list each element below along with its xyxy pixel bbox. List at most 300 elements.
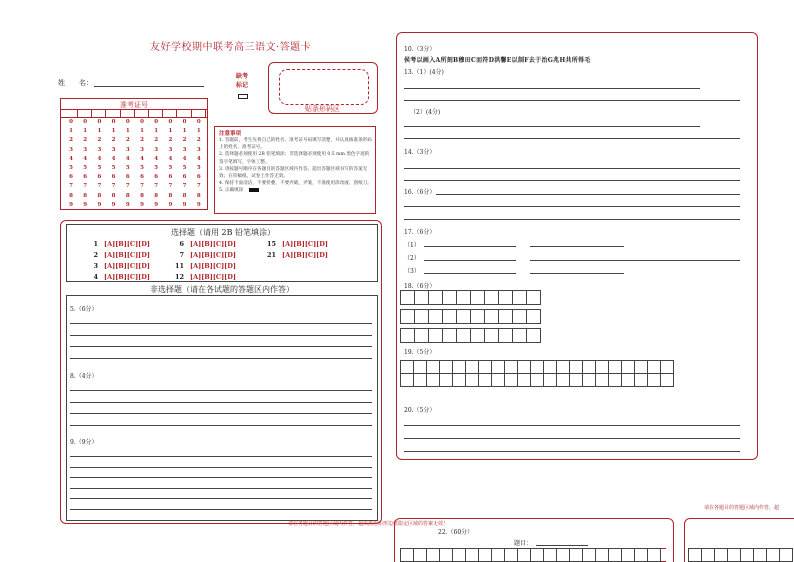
grid-cell[interactable] (647, 373, 661, 387)
grid-cell[interactable] (470, 328, 485, 343)
choice-options[interactable]: [A][B][C][D] (190, 262, 236, 270)
grid-cell[interactable] (452, 360, 466, 374)
choice-options[interactable]: [A][B][C][D] (190, 273, 236, 281)
exam-id-digit[interactable]: 9 (168, 201, 173, 208)
grid-cell[interactable] (517, 548, 531, 562)
exam-id-digit[interactable]: 9 (182, 201, 187, 208)
grid-cell[interactable] (400, 328, 415, 343)
exam-id-digit[interactable]: 0 (83, 119, 88, 125)
grid-cell[interactable] (498, 328, 513, 343)
notice-item-4: 4. 保持卡面清洁，不要折叠、不要弄破、弄皱，不准使用涂改液、刮纸刀。 (219, 181, 372, 187)
grid-cell[interactable] (556, 548, 570, 562)
answer-line[interactable] (70, 425, 372, 426)
q17-label: 17.（6分） (404, 229, 436, 236)
grid-cell[interactable] (413, 360, 427, 374)
exam-id-column[interactable] (65, 118, 77, 210)
exam-id-digit[interactable]: 6 (196, 174, 201, 181)
absent-mark-line1: 缺考 (236, 73, 249, 80)
answer-line[interactable] (70, 323, 372, 324)
grid-cell[interactable] (400, 290, 415, 305)
exam-id-column[interactable] (150, 118, 162, 210)
grid-cell[interactable] (647, 548, 661, 562)
exam-id-digit[interactable]: 5 (69, 165, 73, 172)
exam-id-digit[interactable]: 3 (83, 146, 88, 153)
footer-warning-right: 请在各题目的答题区域内作答，超 (704, 505, 780, 511)
q18-label: 18.（6分） (404, 283, 436, 290)
exam-id-digit[interactable]: 4 (168, 155, 173, 162)
grid-cell[interactable] (530, 360, 544, 374)
exam-id-digit[interactable]: 5 (154, 165, 159, 172)
grid-cell[interactable] (504, 373, 518, 387)
page-title: 友好学校期中联考高三语文·答题卡 (150, 42, 312, 53)
q17-sub2: （2） (404, 255, 420, 262)
grid-cell[interactable] (484, 309, 499, 324)
grid-cell[interactable] (400, 548, 414, 562)
exam-id-digit[interactable]: 9 (69, 201, 73, 208)
q9-label: 9.（9分） (70, 439, 98, 446)
exam-id-digit[interactable]: 0 (182, 119, 187, 125)
exam-id-digit[interactable]: 6 (140, 174, 144, 181)
grid-cell[interactable] (428, 309, 443, 324)
exam-id-digit[interactable]: 4 (111, 155, 116, 162)
exam-id-grid (60, 98, 208, 210)
grid-cell[interactable] (660, 373, 674, 387)
grid-cell[interactable] (414, 290, 429, 305)
exam-id-cell-divider (162, 109, 163, 117)
exam-id-digit[interactable]: 6 (97, 174, 102, 181)
exam-id-digit[interactable]: 3 (182, 146, 187, 153)
exam-id-digit[interactable]: 9 (125, 201, 130, 208)
exam-id-digit[interactable]: 1 (182, 128, 187, 135)
grid-cell[interactable] (595, 360, 609, 374)
q5-label: 5.（6分） (70, 306, 98, 313)
grid-cell[interactable] (701, 548, 715, 562)
exam-id-digit[interactable]: 6 (182, 174, 187, 181)
exam-id-digit[interactable]: 1 (111, 128, 116, 135)
grid-cell[interactable] (595, 548, 609, 562)
exam-id-digit[interactable]: 1 (125, 128, 130, 135)
choice-row[interactable] (174, 273, 236, 281)
exam-id-cell-divider (91, 109, 92, 117)
grid-cell[interactable] (484, 328, 499, 343)
grid-cell[interactable] (595, 373, 609, 387)
exam-id-column[interactable] (108, 118, 120, 210)
grid-cell[interactable] (491, 548, 505, 562)
q10-text[interactable]: 侯考以画入A所刻B穆田C而符D洪馨E以制F去于治G兆H共所得毛 (404, 57, 591, 64)
choice-number: 7 (179, 251, 184, 259)
exam-id-cell-divider (176, 109, 177, 117)
grid-cell[interactable] (569, 548, 583, 562)
grid-cell[interactable] (517, 373, 531, 387)
grid-cell[interactable] (400, 309, 415, 324)
exam-id-digit[interactable]: 6 (111, 174, 116, 181)
grid-cell[interactable] (504, 360, 518, 374)
grid-cell[interactable] (543, 548, 557, 562)
exam-id-digit[interactable]: 7 (140, 183, 144, 190)
exam-id-digit[interactable]: 5 (182, 165, 187, 172)
choice-row[interactable] (266, 240, 328, 248)
exam-id-digit[interactable]: 9 (140, 201, 144, 208)
grid-cell[interactable] (442, 328, 457, 343)
exam-id-digit[interactable]: 2 (125, 137, 130, 144)
grid-cell[interactable] (608, 373, 622, 387)
grid-cell[interactable] (465, 548, 479, 562)
notice-box (214, 126, 376, 214)
exam-id-digit[interactable]: 4 (196, 155, 201, 162)
answer-line[interactable] (70, 456, 372, 457)
exam-id-cell-divider (191, 109, 192, 117)
exam-id-column[interactable] (122, 118, 134, 210)
filled-sample-icon (249, 188, 259, 192)
grid-cell[interactable] (582, 373, 596, 387)
exam-id-digit[interactable]: 9 (154, 201, 159, 208)
exam-id-digit[interactable]: 2 (140, 137, 144, 144)
grid-cell[interactable] (543, 360, 557, 374)
choice-options[interactable]: [A][B][C][D] (104, 240, 150, 248)
choice-options[interactable]: [A][B][C][D] (104, 273, 150, 281)
exam-id-digit[interactable]: 2 (168, 137, 173, 144)
choice-options[interactable]: [A][B][C][D] (104, 251, 150, 259)
grid-cell[interactable] (439, 373, 453, 387)
exam-id-digit[interactable]: 2 (196, 137, 201, 144)
grid-cell[interactable] (647, 360, 661, 374)
grid-cell[interactable] (470, 309, 485, 324)
choice-number: 3 (93, 262, 98, 270)
answer-line[interactable] (70, 488, 372, 489)
exam-id-digit[interactable]: 0 (154, 119, 159, 125)
absent-mark-box[interactable] (238, 94, 248, 99)
choice-row[interactable] (88, 240, 150, 248)
exam-id-digit[interactable]: 5 (125, 165, 130, 172)
exam-id-digit[interactable]: 3 (196, 146, 201, 153)
grid-cell[interactable] (727, 548, 741, 562)
answer-line[interactable] (70, 390, 372, 391)
grid-cell[interactable] (452, 548, 466, 562)
grid-cell[interactable] (634, 548, 648, 562)
choice-number: 2 (93, 251, 98, 259)
notice-title: 注意事项 (219, 131, 242, 137)
answer-line[interactable] (70, 413, 372, 414)
grid-cell[interactable] (456, 309, 471, 324)
grid-cell[interactable] (582, 360, 596, 374)
choice-row[interactable] (174, 262, 236, 270)
notice-item-3: 3. 请按题号顺序在各题目的答题区域内作答，超出答题区域书写的答案无效；在草稿纸、试卷上作答无效。 (219, 166, 368, 180)
exam-id-cell-divider (148, 109, 149, 117)
exam-id-digit[interactable]: 6 (125, 174, 130, 181)
exam-id-digit[interactable]: 4 (154, 155, 159, 162)
choice-options[interactable]: [A][B][C][D] (190, 240, 236, 248)
grid-cell[interactable] (569, 373, 583, 387)
answer-line[interactable] (70, 467, 372, 468)
exam-id-digit[interactable]: 7 (97, 183, 102, 190)
exam-id-digit[interactable]: 5 (168, 165, 173, 172)
exam-id-digit[interactable]: 6 (83, 174, 88, 181)
exam-id-digit[interactable]: 7 (69, 183, 73, 190)
grid-cell[interactable] (634, 360, 648, 374)
exam-id-digit[interactable]: 5 (83, 165, 88, 172)
answer-line[interactable] (70, 477, 372, 478)
choice-row[interactable] (88, 251, 150, 259)
exam-id-digit[interactable]: 5 (196, 165, 201, 172)
choice-title: 选择题（请用 2B 铅笔填涂） (170, 228, 276, 237)
grid-cell[interactable] (442, 309, 457, 324)
barcode-label: 贴条形码区 (305, 105, 340, 113)
barcode-inner-dashed (279, 69, 369, 105)
grid-cell[interactable] (779, 548, 793, 562)
grid-cell[interactable] (439, 548, 453, 562)
exam-id-digit[interactable]: 7 (168, 183, 173, 190)
grid-cell[interactable] (456, 328, 471, 343)
grid-cell[interactable] (582, 548, 596, 562)
grid-cell[interactable] (517, 360, 531, 374)
exam-id-digit[interactable]: 8 (182, 192, 187, 199)
grid-cell[interactable] (766, 548, 780, 562)
exam-id-digit[interactable]: 4 (83, 155, 88, 162)
exam-id-digit[interactable]: 0 (125, 119, 130, 125)
exam-id-digit[interactable]: 5 (111, 165, 116, 172)
exam-id-digit[interactable]: 2 (97, 137, 102, 144)
exam-id-digit[interactable]: 7 (83, 183, 88, 190)
grid-cell[interactable] (491, 373, 505, 387)
q17-sub1: （1） (404, 242, 420, 249)
exam-id-digit[interactable]: 7 (182, 183, 187, 190)
exam-id-digit[interactable]: 2 (111, 137, 116, 144)
exam-id-digit[interactable]: 0 (111, 119, 116, 125)
grid-cell[interactable] (556, 373, 570, 387)
answer-line[interactable] (70, 346, 372, 347)
q20-label: 20.（5分） (404, 407, 436, 414)
exam-id-digit[interactable]: 3 (140, 146, 144, 153)
exam-id-digit[interactable]: 8 (125, 192, 130, 199)
exam-id-digit[interactable]: 3 (125, 146, 130, 153)
footer-warning: 请在各题目的答题区域内作答，超出黑色矩形边框限定区域的答案无效！ (288, 521, 449, 527)
exam-id-digit[interactable]: 4 (182, 155, 187, 162)
grid-cell[interactable] (414, 328, 429, 343)
grid-cell[interactable] (569, 360, 583, 374)
exam-id-cell-divider (134, 109, 135, 117)
grid-cell[interactable] (714, 548, 728, 562)
exam-id-digit[interactable]: 4 (69, 155, 73, 162)
grid-cell[interactable] (465, 360, 479, 374)
exam-id-column[interactable] (179, 118, 191, 210)
choice-options[interactable]: [A][B][C][D] (282, 251, 328, 259)
grid-cell[interactable] (484, 290, 499, 305)
grid-cell[interactable] (470, 290, 485, 305)
exam-id-digit[interactable]: 1 (196, 128, 201, 135)
exam-id-digit[interactable]: 2 (83, 137, 88, 144)
exam-id-digit[interactable]: 8 (69, 192, 73, 199)
exam-id-column[interactable] (93, 118, 105, 210)
choice-options[interactable]: [A][B][C][D] (104, 262, 150, 270)
exam-id-digit[interactable]: 4 (140, 155, 144, 162)
exam-id-digit[interactable]: 6 (168, 174, 173, 181)
composition-title-line[interactable] (536, 545, 588, 546)
exam-id-digit[interactable]: 3 (154, 146, 159, 153)
grid-cell[interactable] (556, 360, 570, 374)
exam-id-digit[interactable]: 8 (97, 192, 102, 199)
exam-id-digit[interactable]: 7 (111, 183, 116, 190)
grid-cell[interactable] (530, 548, 544, 562)
grid-cell[interactable] (608, 548, 622, 562)
exam-id-digit[interactable]: 3 (97, 146, 102, 153)
exam-id-digit[interactable]: 5 (140, 165, 144, 172)
choice-row[interactable] (88, 262, 150, 270)
grid-cell[interactable] (530, 373, 544, 387)
q19-label: 19.（5分） (404, 349, 436, 356)
answer-line[interactable] (70, 402, 372, 403)
choice-number: 11 (174, 262, 184, 270)
grid-cell[interactable] (491, 360, 505, 374)
exam-id-digit[interactable]: 8 (83, 192, 88, 199)
exam-id-digit[interactable]: 9 (111, 201, 116, 208)
grid-cell[interactable] (608, 360, 622, 374)
exam-id-column[interactable] (193, 118, 205, 210)
notice-item-1: 1. 答题前，考生先将自己的姓名、准考证号码填写清楚，并认真核准条形码上的姓名、准考证号。 (219, 138, 372, 151)
name-field-line[interactable] (94, 86, 204, 87)
exam-id-digit[interactable]: 9 (97, 201, 102, 208)
exam-id-digit[interactable]: 0 (69, 119, 73, 125)
exam-id-cell-divider (77, 109, 78, 117)
exam-id-title: 准考证号 (120, 101, 148, 109)
choice-number: 4 (93, 273, 98, 281)
grid-cell[interactable] (442, 290, 457, 305)
grid-cell[interactable] (413, 548, 427, 562)
grid-cell[interactable] (400, 373, 414, 387)
exam-id-digit[interactable]: 1 (69, 128, 73, 135)
exam-id-digit[interactable]: 8 (196, 192, 201, 199)
choice-options[interactable]: [A][B][C][D] (190, 251, 236, 259)
exam-id-cell-divider (205, 109, 206, 117)
grid-cell[interactable] (498, 309, 513, 324)
exam-id-cell-divider (105, 109, 106, 117)
grid-cell[interactable] (478, 373, 492, 387)
grid-cell[interactable] (660, 360, 674, 374)
exam-id-digit[interactable]: 9 (196, 201, 201, 208)
exam-id-digit[interactable]: 0 (168, 119, 173, 125)
q22-label: 22.（60分） (438, 529, 474, 536)
answer-line[interactable] (70, 509, 372, 510)
barcode-area (268, 62, 378, 114)
exam-id-digit[interactable]: 9 (83, 201, 88, 208)
exam-id-digit[interactable]: 8 (111, 192, 116, 199)
exam-id-cell-divider (120, 109, 121, 117)
grid-cell[interactable] (634, 373, 648, 387)
grid-cell[interactable] (504, 548, 518, 562)
grid-cell[interactable] (512, 290, 527, 305)
grid-cell[interactable] (526, 309, 541, 324)
exam-id-digit[interactable]: 1 (97, 128, 102, 135)
grid-cell[interactable] (512, 328, 527, 343)
exam-id-digit[interactable]: 8 (168, 192, 173, 199)
exam-id-digit[interactable]: 1 (154, 128, 159, 135)
grid-cell[interactable] (439, 360, 453, 374)
grid-cell[interactable] (426, 360, 440, 374)
q13-label: 13.（1）(4分) (404, 69, 444, 76)
grid-cell[interactable] (512, 309, 527, 324)
grid-cell[interactable] (413, 373, 427, 387)
notice-item-5: 5. 正确填涂 (219, 187, 373, 194)
grid-cell[interactable] (465, 373, 479, 387)
grid-cell[interactable] (426, 548, 440, 562)
choice-row[interactable] (266, 251, 328, 259)
choice-options[interactable]: [A][B][C][D] (282, 240, 328, 248)
answer-line[interactable] (70, 335, 372, 336)
grid-cell[interactable] (740, 548, 754, 562)
grid-cell[interactable] (526, 328, 541, 343)
exam-id-digit[interactable]: 0 (97, 119, 102, 125)
exam-id-digit[interactable]: 7 (125, 183, 130, 190)
choice-row[interactable] (174, 240, 236, 248)
exam-id-digit[interactable]: 2 (69, 137, 73, 144)
exam-id-column[interactable] (136, 118, 148, 210)
absent-mark-label (236, 72, 248, 90)
grid-cell[interactable] (543, 373, 557, 387)
q17-sub3: （3） (404, 268, 420, 275)
exam-id-digit[interactable]: 1 (168, 128, 173, 135)
exam-id-digit[interactable]: 3 (111, 146, 116, 153)
grid-cell[interactable] (621, 360, 635, 374)
grid-cell[interactable] (478, 360, 492, 374)
exam-id-digit[interactable]: 3 (168, 146, 173, 153)
grid-cell[interactable] (621, 373, 635, 387)
nonchoice-title: 非选择题（请在各试题的答题区内作答） (150, 285, 294, 294)
absent-mark-line2: 标记 (236, 82, 249, 89)
exam-id-digit[interactable]: 6 (69, 174, 73, 181)
q8-label: 8.（4分） (70, 373, 98, 380)
grid-cell[interactable] (498, 290, 513, 305)
choice-number: 6 (179, 240, 184, 248)
choice-number: 21 (266, 251, 276, 259)
answer-line[interactable] (70, 358, 372, 359)
exam-id-digit[interactable]: 4 (125, 155, 130, 162)
grid-cell[interactable] (688, 548, 702, 562)
grid-cell[interactable] (478, 548, 492, 562)
grid-cell[interactable] (414, 309, 429, 324)
exam-id-column[interactable] (79, 118, 91, 210)
exam-id-digit[interactable]: 5 (97, 165, 102, 172)
exam-id-digit[interactable]: 2 (154, 137, 159, 144)
answer-line[interactable] (70, 498, 372, 499)
exam-id-digit[interactable]: 7 (196, 183, 201, 190)
exam-id-digit[interactable]: 7 (154, 183, 159, 190)
choice-number: 12 (174, 273, 184, 281)
grid-cell[interactable] (428, 290, 443, 305)
grid-cell[interactable] (621, 548, 635, 562)
exam-id-digit[interactable]: 2 (182, 137, 187, 144)
choice-row[interactable] (88, 273, 150, 281)
grid-cell[interactable] (456, 290, 471, 305)
exam-id-digit[interactable]: 6 (154, 174, 159, 181)
exam-id-digit[interactable]: 0 (196, 119, 201, 125)
exam-id-digit[interactable]: 1 (83, 128, 88, 135)
grid-cell[interactable] (400, 360, 414, 374)
grid-cell[interactable] (753, 548, 767, 562)
exam-id-digit[interactable]: 3 (69, 146, 73, 153)
exam-id-column[interactable] (164, 118, 176, 210)
exam-id-digit[interactable]: 8 (154, 192, 159, 199)
exam-id-digit[interactable]: 4 (97, 155, 102, 162)
choice-row[interactable] (174, 251, 236, 259)
notice-item-2: 2. 选择题必须使用 2B 铅笔填涂；非选择题必须使用 0.5 mm 黑色字迹的签字笔填写，字体工整。 (219, 152, 370, 165)
exam-id-digit[interactable]: 1 (140, 128, 144, 135)
exam-id-digit[interactable]: 8 (140, 192, 144, 199)
name-label: 姓 名： (58, 79, 93, 87)
grid-cell[interactable] (426, 373, 440, 387)
grid-cell[interactable] (452, 373, 466, 387)
exam-id-digit[interactable]: 0 (140, 119, 144, 125)
grid-cell[interactable] (428, 328, 443, 343)
grid-cell[interactable] (526, 290, 541, 305)
